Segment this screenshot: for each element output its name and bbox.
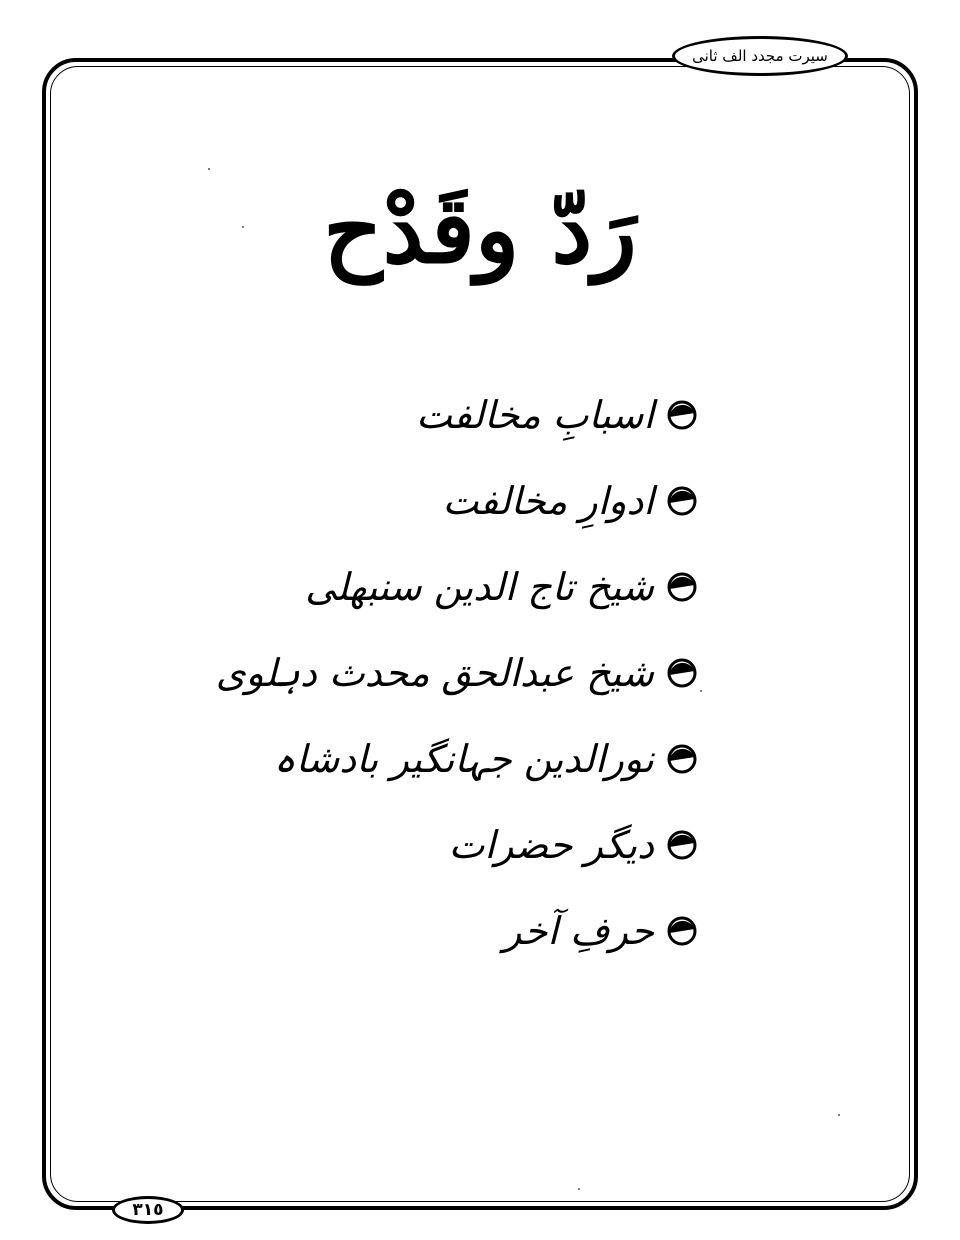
topic-item — [298, 802, 698, 888]
topic-item — [298, 888, 698, 974]
topic-label: ادوارِ مخالفت — [442, 479, 654, 523]
topic-item — [273, 716, 698, 802]
scan-speck — [208, 168, 210, 170]
scan-speck — [700, 690, 702, 692]
half-filled-circle-icon — [666, 743, 698, 775]
topic-list — [215, 372, 698, 974]
topic-label: شیخ عبدالحق محدث دہلوی — [215, 651, 654, 695]
half-filled-circle-icon — [666, 399, 698, 431]
half-filled-circle-icon — [666, 571, 698, 603]
half-filled-circle-icon — [666, 829, 698, 861]
topic-label: حرفِ آخر — [503, 909, 654, 953]
topic-label: نورالدین جہانگیر بادشاہ — [273, 737, 654, 781]
half-filled-circle-icon — [666, 915, 698, 947]
half-filled-circle-icon — [666, 485, 698, 517]
topic-item — [215, 630, 698, 716]
topic-label: دیگر حضرات — [448, 823, 654, 867]
topic-label: شیخ تاج الدین سنبھلی — [305, 565, 654, 609]
half-filled-circle-icon — [666, 657, 698, 689]
running-header — [672, 36, 848, 76]
topic-label: اسبابِ مخالفت — [416, 393, 654, 437]
page-number-badge — [112, 1196, 184, 1224]
topic-item — [298, 458, 698, 544]
scan-speck — [838, 1114, 840, 1116]
section-title: رَدّ وقَدْح — [323, 176, 637, 284]
scan-speck — [578, 1188, 580, 1190]
topic-item — [298, 372, 698, 458]
running-header-title: سیرت مجدد الف ثانی — [692, 47, 828, 65]
topic-item — [298, 544, 698, 630]
page-number: ٣١٥ — [132, 1200, 164, 1220]
scan-speck — [242, 226, 244, 228]
